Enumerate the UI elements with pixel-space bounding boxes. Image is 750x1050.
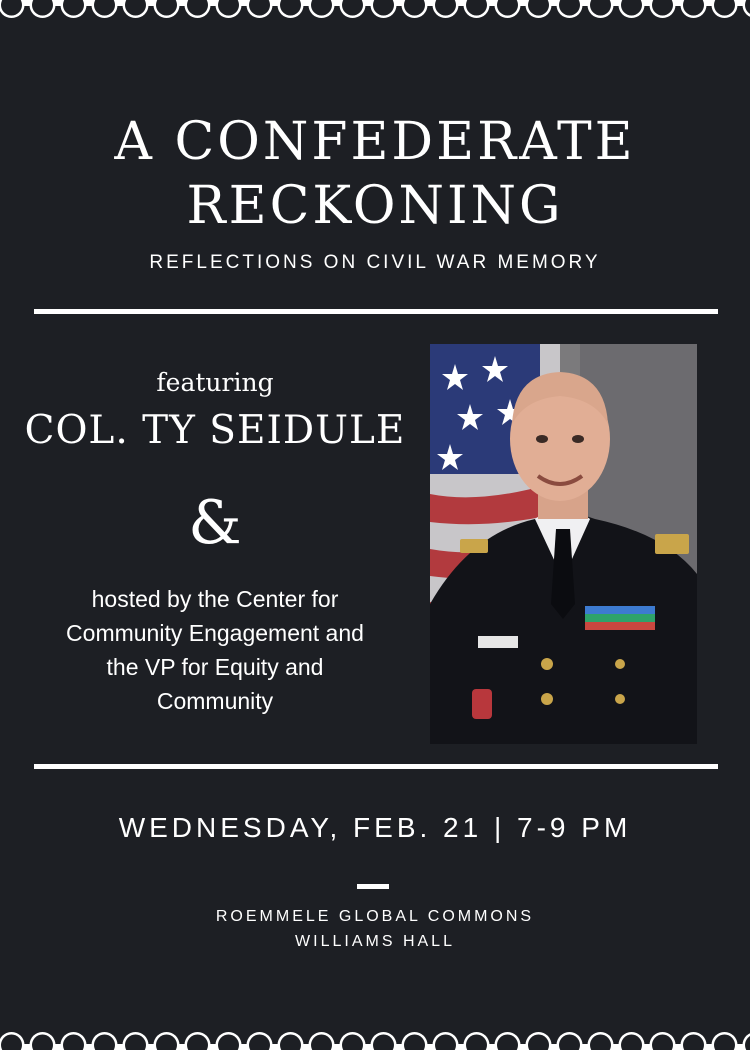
speaker-portrait [430, 344, 697, 744]
dash-separator [357, 884, 389, 889]
title-line-1: A CONFEDERATE [114, 112, 636, 172]
scallop-border-top [0, 0, 750, 24]
host-description [10, 582, 420, 718]
host-line-4: Community [156, 688, 274, 714]
scallop-border-bottom [0, 1026, 750, 1050]
host-line-2: Community Engagement and [66, 620, 364, 646]
title-line-2: RECKONING [186, 176, 564, 236]
speaker-name: COL. TY SEIDULE [24, 408, 406, 453]
venue-line-2: WILLIAMS HALL [295, 933, 455, 950]
event-subtitle: REFLECTIONS ON CIVIL WAR MEMORY [149, 252, 601, 273]
divider-bottom [34, 764, 718, 769]
featuring-label: featuring [156, 368, 274, 397]
event-datetime: WEDNESDAY, FEB. 21 | 7-9 PM [118, 812, 632, 843]
ampersand: & [188, 488, 242, 558]
event-title [0, 110, 750, 238]
divider-top [34, 309, 718, 314]
host-line-1: hosted by the Center for [91, 586, 339, 612]
host-line-3: the VP for Equity and [106, 654, 324, 680]
venue-line-1: ROEMMELE GLOBAL COMMONS [215, 908, 535, 925]
